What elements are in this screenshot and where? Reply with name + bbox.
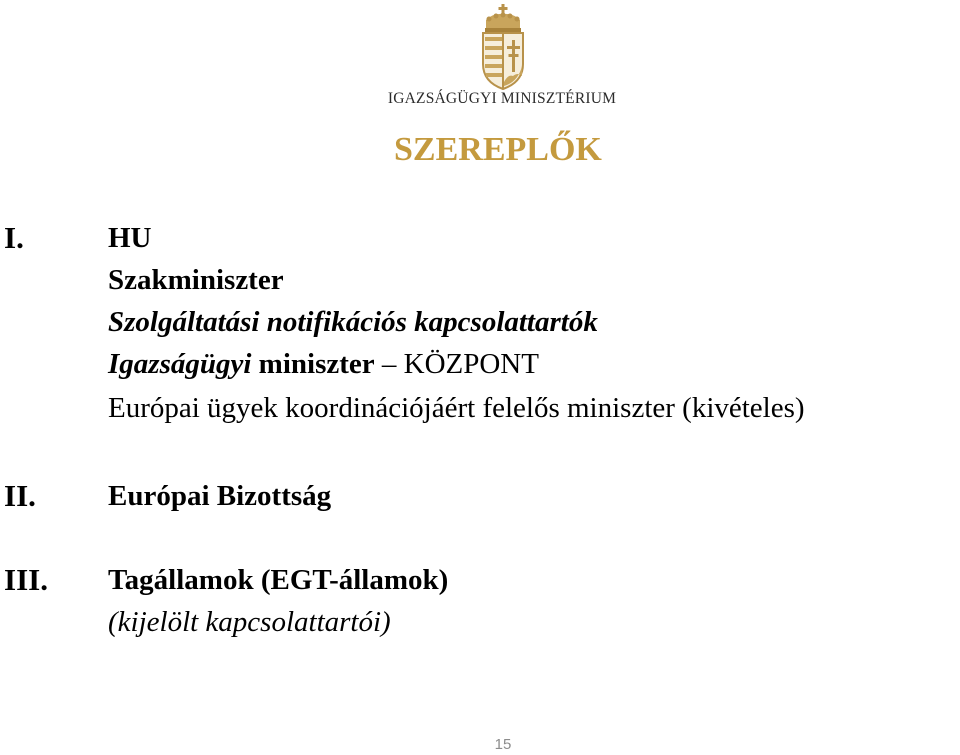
section-3-subtitle: (kijelölt kapcsolattartói)	[108, 606, 391, 638]
section-1-minister-line	[108, 344, 539, 384]
slide-title: SZEREPLŐK	[394, 131, 602, 168]
section-3-title: Tagállamok (EGT-államok)	[108, 564, 449, 596]
section-1-country: HU	[108, 222, 152, 254]
page-number: 15	[494, 736, 512, 753]
section-number-1: I.	[4, 220, 24, 255]
section-number-3: III.	[4, 562, 48, 597]
minister-suffix: KÖZPONT	[403, 348, 539, 380]
section-number-2: II.	[4, 478, 36, 513]
minister-dash: –	[381, 348, 397, 380]
hungarian-coat-of-arms-icon	[478, 4, 528, 90]
ministry-name: IGAZSÁGÜGYI MINISZTÉRIUM	[387, 90, 617, 107]
section-1-note: Európai ügyek koordinációjáért felelős miniszter (kivételes)	[108, 392, 805, 424]
section-1-role: Szakminiszter	[108, 264, 284, 296]
minister-bold-part: miniszter	[258, 348, 375, 380]
ministry-logo	[0, 0, 960, 120]
section-1-contacts: Szolgáltatási notifikációs kapcsolattartók	[108, 306, 598, 338]
minister-italic-part: Igazságügyi	[108, 348, 252, 380]
section-2-title: Európai Bizottság	[108, 480, 332, 512]
